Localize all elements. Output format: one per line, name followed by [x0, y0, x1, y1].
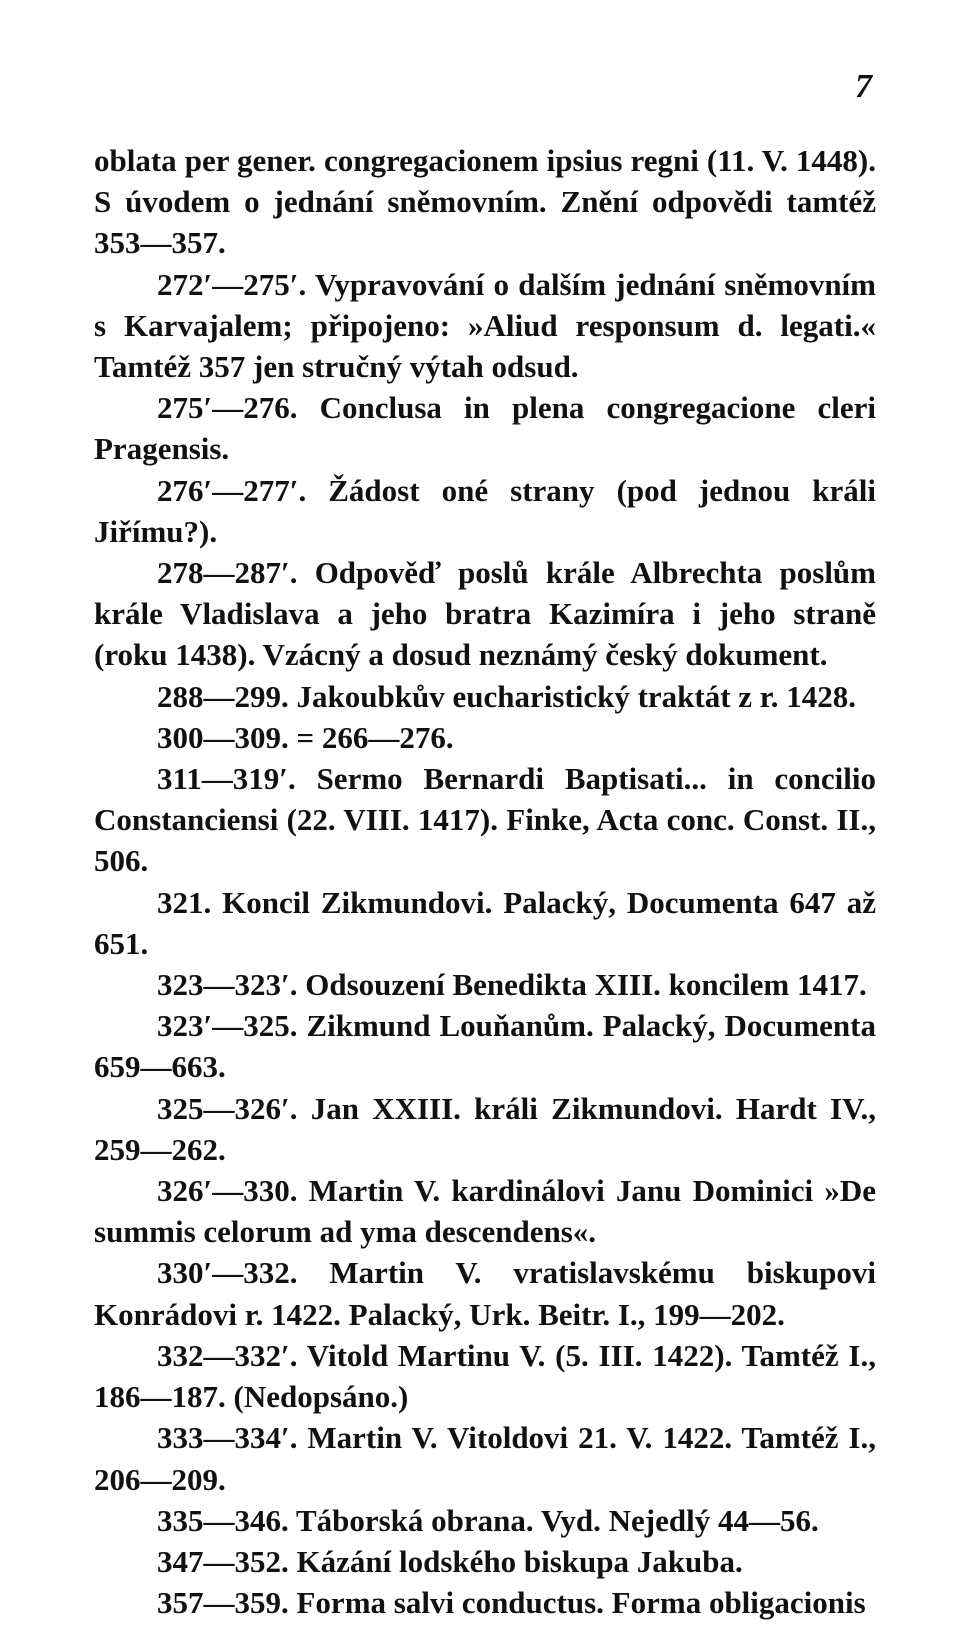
page-number: 7 — [855, 68, 872, 105]
entry-275-276: 275′—276. Conclusa in plena congregacione cleri Pragensis. — [94, 390, 876, 467]
entry-list — [94, 140, 876, 1623]
entry-278-287: 278—287′. Odpověď poslů krále Albrechta poslům krále Vladislava a jeho bratra Kazimíra i jeho straně (roku 1438). Vzácný a dosud neznámý český dokument. — [94, 555, 876, 673]
entry-276-277: 276′—277′. Žádost oné strany (pod jednou králi Jiřímu?). — [94, 472, 876, 549]
entry-326-330: 326′—330. Martin V. kardinálovi Janu Dominici »De summis celorum ad yma descendens«. — [94, 1173, 876, 1250]
entry-347-352: 347—352. Kázání lodského biskupa Jakuba. — [157, 1543, 743, 1579]
entry-332-332: 332—332′. Vitold Martinu V. (5. III. 1422). Tamtéž I., 186—187. (Nedopsáno.) — [94, 1337, 876, 1415]
entry-311-319: 311—319′. Sermo Bernardi Baptisati... in concilio Constanciensi (22. VIII. 1417). Finke, Acta conc. Const. II., 506. — [94, 761, 876, 879]
entry-333-334: 333—334′. Martin V. Vitoldovi 21. V. 1422. Tamtéž I., 206—209. — [94, 1420, 876, 1497]
entry-335-346: 335—346. Táborská obrana. Vyd. Nejedlý 44—56. — [157, 1502, 819, 1538]
entry-325-326: 325—326′. Jan XXIII. králi Zikmundovi. Hardt IV., 259—262. — [94, 1090, 876, 1167]
entry-288-299: 288—299. Jakoubkův eucharistický traktát z r. 1428. — [157, 678, 856, 714]
entry-323-323: 323—323′. Odsouzení Benedikta XIII. koncilem 1417. — [157, 967, 867, 1003]
entry-300-309: 300—309. = 266—276. — [157, 719, 454, 755]
entry-330-332: 330′—332. Martin V. vratislavskému biskupovi Konrádovi r. 1422. Palacký, Urk. Beitr. I., 199—202. — [94, 1255, 876, 1332]
entry-321: 321. Koncil Zikmundovi. Palacký, Documenta 647 až 651. — [94, 884, 876, 961]
entry-272-275: 272′—275′. Vypravování o dalším jednání sněmovním s Karvajalem; připojeno: »Aliud responsum d. legati.« Tamtéž 357 jen stručný výtah odsud. — [94, 266, 876, 385]
entry-continuation: oblata per gener. congregacionem ipsius regni (11. V. 1448). S úvodem o jednání sněmovním. Znění odpovědi tamtéž 353—357. — [94, 143, 876, 261]
entry-323-325: 323′—325. Zikmund Louňanům. Palacký, Documenta 659—663. — [94, 1008, 876, 1085]
entry-357-359: 357—359. Forma salvi conductus. Forma obligacionis — [157, 1585, 866, 1621]
